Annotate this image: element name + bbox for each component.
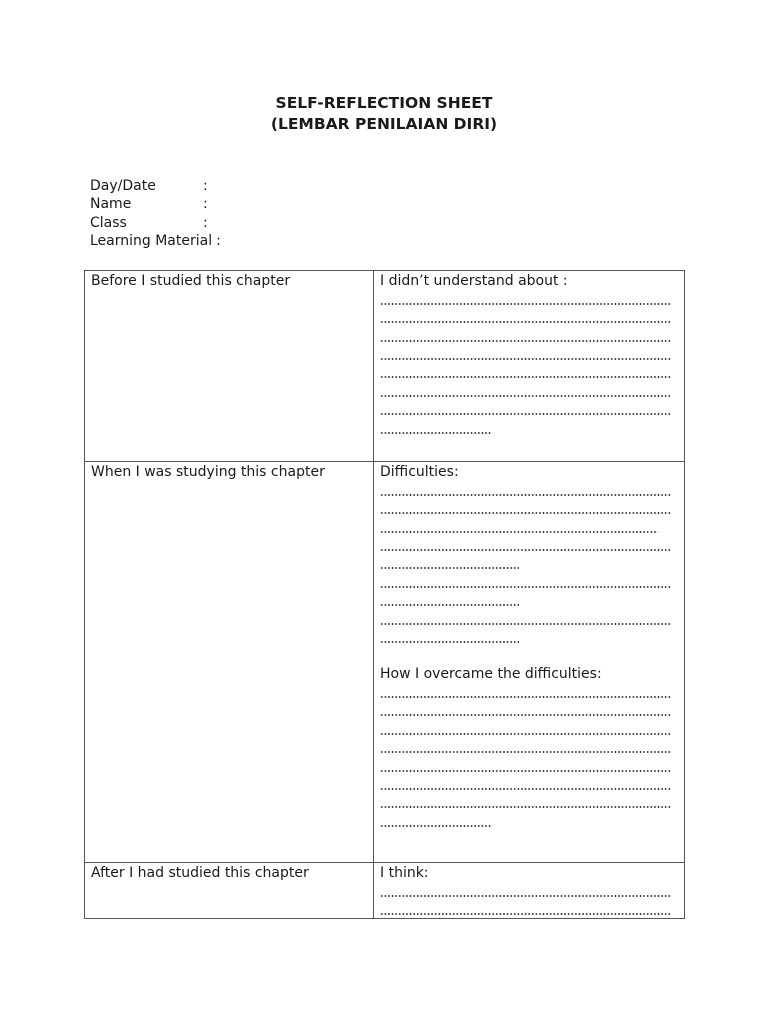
dotted-line bbox=[380, 537, 671, 555]
prompt-difficulties: Difficulties: bbox=[380, 464, 459, 480]
dotted-line bbox=[380, 812, 491, 830]
reflection-table bbox=[84, 270, 685, 919]
sheet-title: SELF-REFLECTION SHEET bbox=[275, 94, 493, 112]
column-divider bbox=[373, 462, 374, 862]
table-row bbox=[85, 863, 684, 919]
day-date-colon: : bbox=[203, 178, 208, 194]
name-colon: : bbox=[203, 196, 208, 213]
row-label-after: After I had studied this chapter bbox=[91, 865, 309, 881]
name-label: Name bbox=[90, 196, 132, 213]
dotted-line bbox=[380, 629, 519, 647]
dotted-line bbox=[380, 882, 671, 900]
row-label-before: Before I studied this chapter bbox=[91, 273, 291, 289]
dotted-line bbox=[380, 592, 519, 610]
dotted-line bbox=[380, 684, 671, 702]
dotted-line bbox=[380, 327, 671, 345]
dotted-line bbox=[380, 401, 671, 419]
table-row bbox=[85, 462, 684, 863]
dotted-line bbox=[380, 901, 671, 919]
dotted-line bbox=[380, 290, 671, 308]
dotted-line bbox=[380, 610, 671, 628]
dotted-line bbox=[380, 518, 658, 536]
dotted-line bbox=[380, 382, 671, 400]
response-cell-before[interactable] bbox=[380, 272, 676, 438]
column-divider bbox=[373, 863, 374, 919]
learning-material-label: Learning Material bbox=[90, 232, 213, 249]
dotted-line bbox=[380, 500, 671, 518]
info-row-class bbox=[90, 214, 221, 232]
dotted-line bbox=[380, 794, 671, 812]
dotted-line bbox=[380, 346, 671, 364]
column-divider bbox=[373, 271, 374, 461]
dotted-line bbox=[380, 720, 671, 738]
info-row-day-date bbox=[90, 177, 221, 195]
dotted-line bbox=[380, 419, 491, 437]
prompt-overcame-difficulties: How I overcame the difficulties: bbox=[380, 666, 602, 683]
sheet-subtitle: (LEMBAR PENILAIAN DIRI) bbox=[270, 115, 498, 133]
table-row bbox=[85, 271, 684, 462]
dotted-line bbox=[380, 481, 671, 499]
dotted-line bbox=[380, 702, 671, 720]
dotted-line bbox=[380, 364, 671, 382]
class-colon: : bbox=[203, 214, 208, 231]
class-label: Class bbox=[90, 214, 127, 231]
info-row-learning-material bbox=[90, 232, 221, 250]
dotted-line bbox=[380, 757, 671, 775]
response-cell-during[interactable] bbox=[380, 463, 676, 831]
info-block bbox=[90, 177, 221, 250]
prompt-i-think: I think: bbox=[380, 865, 429, 881]
dotted-line bbox=[380, 739, 671, 757]
dotted-line bbox=[380, 309, 671, 327]
dotted-line bbox=[380, 573, 671, 591]
prompt-didnt-understand: I didn’t understand about : bbox=[380, 273, 568, 289]
dotted-line bbox=[380, 776, 671, 794]
day-date-label: Day/Date bbox=[90, 178, 156, 194]
info-row-name bbox=[90, 195, 221, 213]
response-cell-after[interactable] bbox=[380, 864, 676, 919]
row-label-during: When I was studying this chapter bbox=[91, 464, 325, 480]
dotted-line bbox=[380, 555, 519, 573]
spacer bbox=[380, 647, 676, 665]
learning-material-colon: : bbox=[216, 232, 221, 249]
